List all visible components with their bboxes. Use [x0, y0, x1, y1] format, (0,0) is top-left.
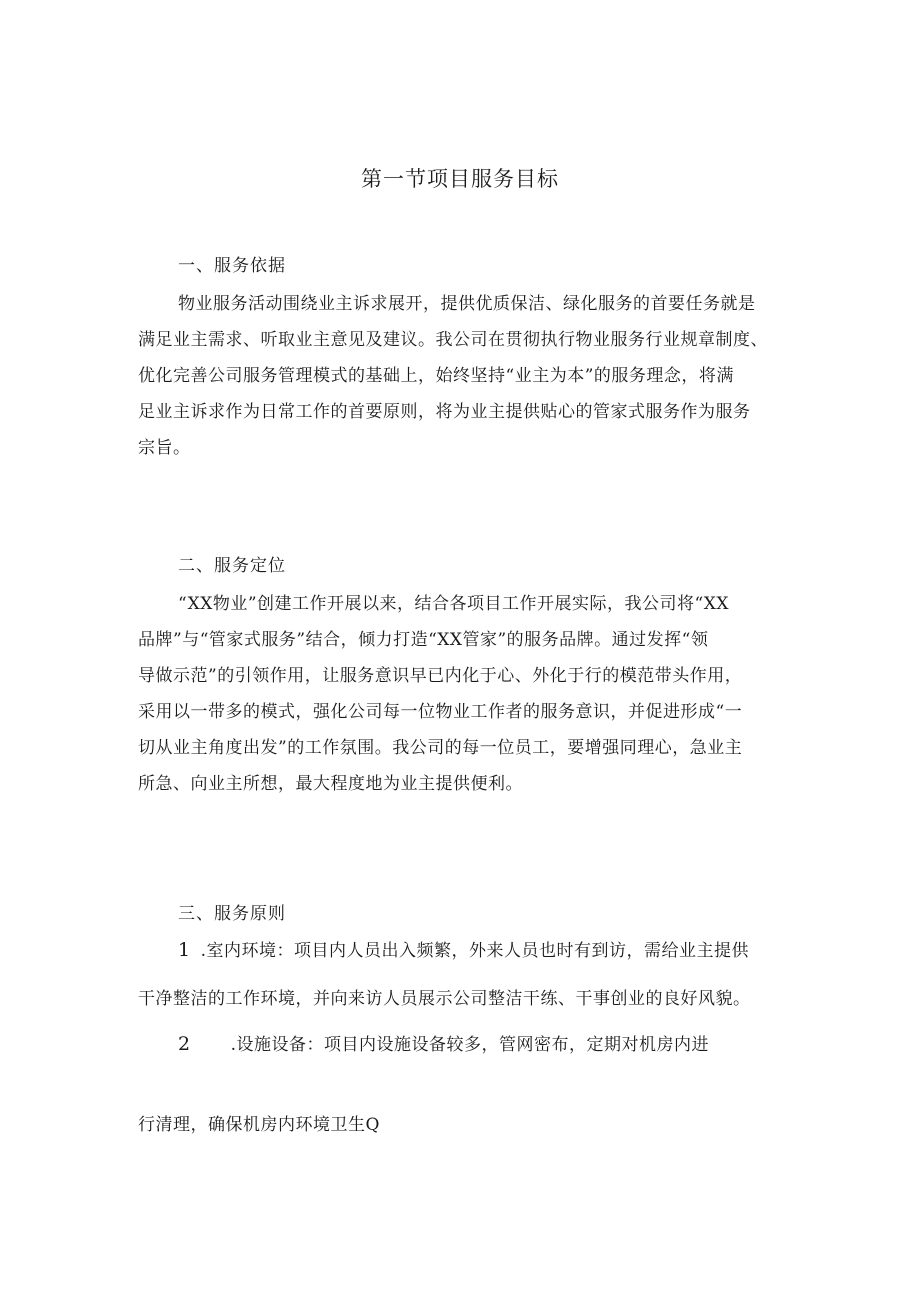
paragraph-line: “XX物业”创建工作开展以来，结合各项目工作开展实际，我公司将“XX: [178, 594, 729, 614]
paragraph-line: 足业主诉求作为日常工作的首要原则，将为业主提供贴心的管家式服务作为服务: [138, 402, 751, 422]
item-text: .设施设备：项目内设施设备较多，管网密布，定期对机房内进: [230, 1035, 709, 1055]
paragraph-line: 满足业主需求、听取业主意见及建议。我公司在贯彻执行物业服务行业规章制度、: [138, 330, 768, 350]
paragraph-line: 品牌”与“管家式服务”结合，倾力打造“XX管家”的服务品牌。通过发挥“领: [138, 630, 709, 650]
principle-item-1-line2: 干净整洁的工作环境，并向来访人员展示公司整洁干练、干事创业的良好风貌。: [138, 989, 751, 1009]
section-body-positioning: [138, 586, 790, 802]
item-number: 2: [178, 1033, 191, 1055]
paragraph-line: 采用以一带多的模式，强化公司每一位物业工作者的服务意识，并促进形成“一: [138, 702, 743, 722]
item-number: 1: [178, 939, 191, 961]
paragraph-line: 所急、向业主所想，最大程度地为业主提供便利。: [138, 774, 523, 794]
principle-item-2-line1: [178, 1030, 709, 1055]
paragraph-line: 导做示范”的引领作用，让服务意识早已内化于心、外化于行的模范带头作用，: [138, 666, 743, 686]
principle-item-1-line1: [178, 936, 749, 961]
section-heading-principles: 三、服务原则: [178, 904, 286, 924]
page-title: 第一节项目服务目标: [361, 167, 559, 191]
section-heading-positioning: 二、服务定位: [178, 556, 286, 576]
principle-item-2-line2: 行清理，确保机房内环境卫生Q: [138, 1115, 380, 1135]
item-text: .室内环境：项目内人员出入频繁，外来人员也时有到访，需给业主提供: [200, 941, 749, 961]
section-heading-basis: 一、服务依据: [178, 256, 286, 276]
paragraph-line: 宗旨。: [138, 438, 191, 458]
paragraph-line: 优化完善公司服务管理模式的基础上，始终坚持“业主为本”的服务理念，将满: [138, 366, 734, 386]
paragraph-line: 切从业主角度出发”的工作氛围。我公司的每一位员工，要增强同理心，急业主: [138, 738, 743, 758]
section-body-basis: [138, 286, 790, 466]
paragraph-line: 物业服务活动围绕业主诉求展开，提供优质保洁、绿化服务的首要任务就是: [178, 294, 756, 314]
